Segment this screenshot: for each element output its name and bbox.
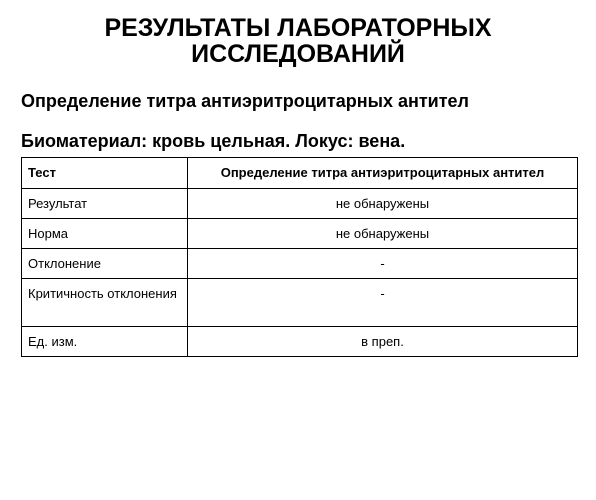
page-title: РЕЗУЛЬТАТЫ ЛАБОРАТОРНЫХ ИССЛЕДОВАНИЙ xyxy=(104,14,492,68)
row-value-norm: не обнаружены xyxy=(188,219,578,249)
row-label-norm: Норма xyxy=(22,219,188,249)
table-row xyxy=(22,249,578,279)
header-test-name: Определение титра антиэритроцитарных антител xyxy=(188,158,578,189)
table-row xyxy=(22,219,578,249)
row-value-deviation: - xyxy=(188,249,578,279)
biomaterial-info: Биоматериал: кровь цельная. Локус: вена. xyxy=(21,131,406,151)
row-value-units: в преп. xyxy=(188,327,578,357)
row-value-result: не обнаружены xyxy=(188,189,578,219)
table-row xyxy=(22,327,578,357)
row-label-units: Ед. изм. xyxy=(22,327,188,357)
row-value-criticality: - xyxy=(188,279,578,327)
row-label-criticality: Критичность отклонения xyxy=(22,279,188,327)
results-table xyxy=(21,157,578,357)
table-row xyxy=(22,279,578,327)
header-test-label: Тест xyxy=(22,158,188,189)
table-header-row xyxy=(22,158,578,189)
row-label-result: Результат xyxy=(22,189,188,219)
table-row xyxy=(22,189,578,219)
row-label-deviation: Отклонение xyxy=(22,249,188,279)
test-subtitle: Определение титра антиэритроцитарных антител xyxy=(21,91,469,111)
